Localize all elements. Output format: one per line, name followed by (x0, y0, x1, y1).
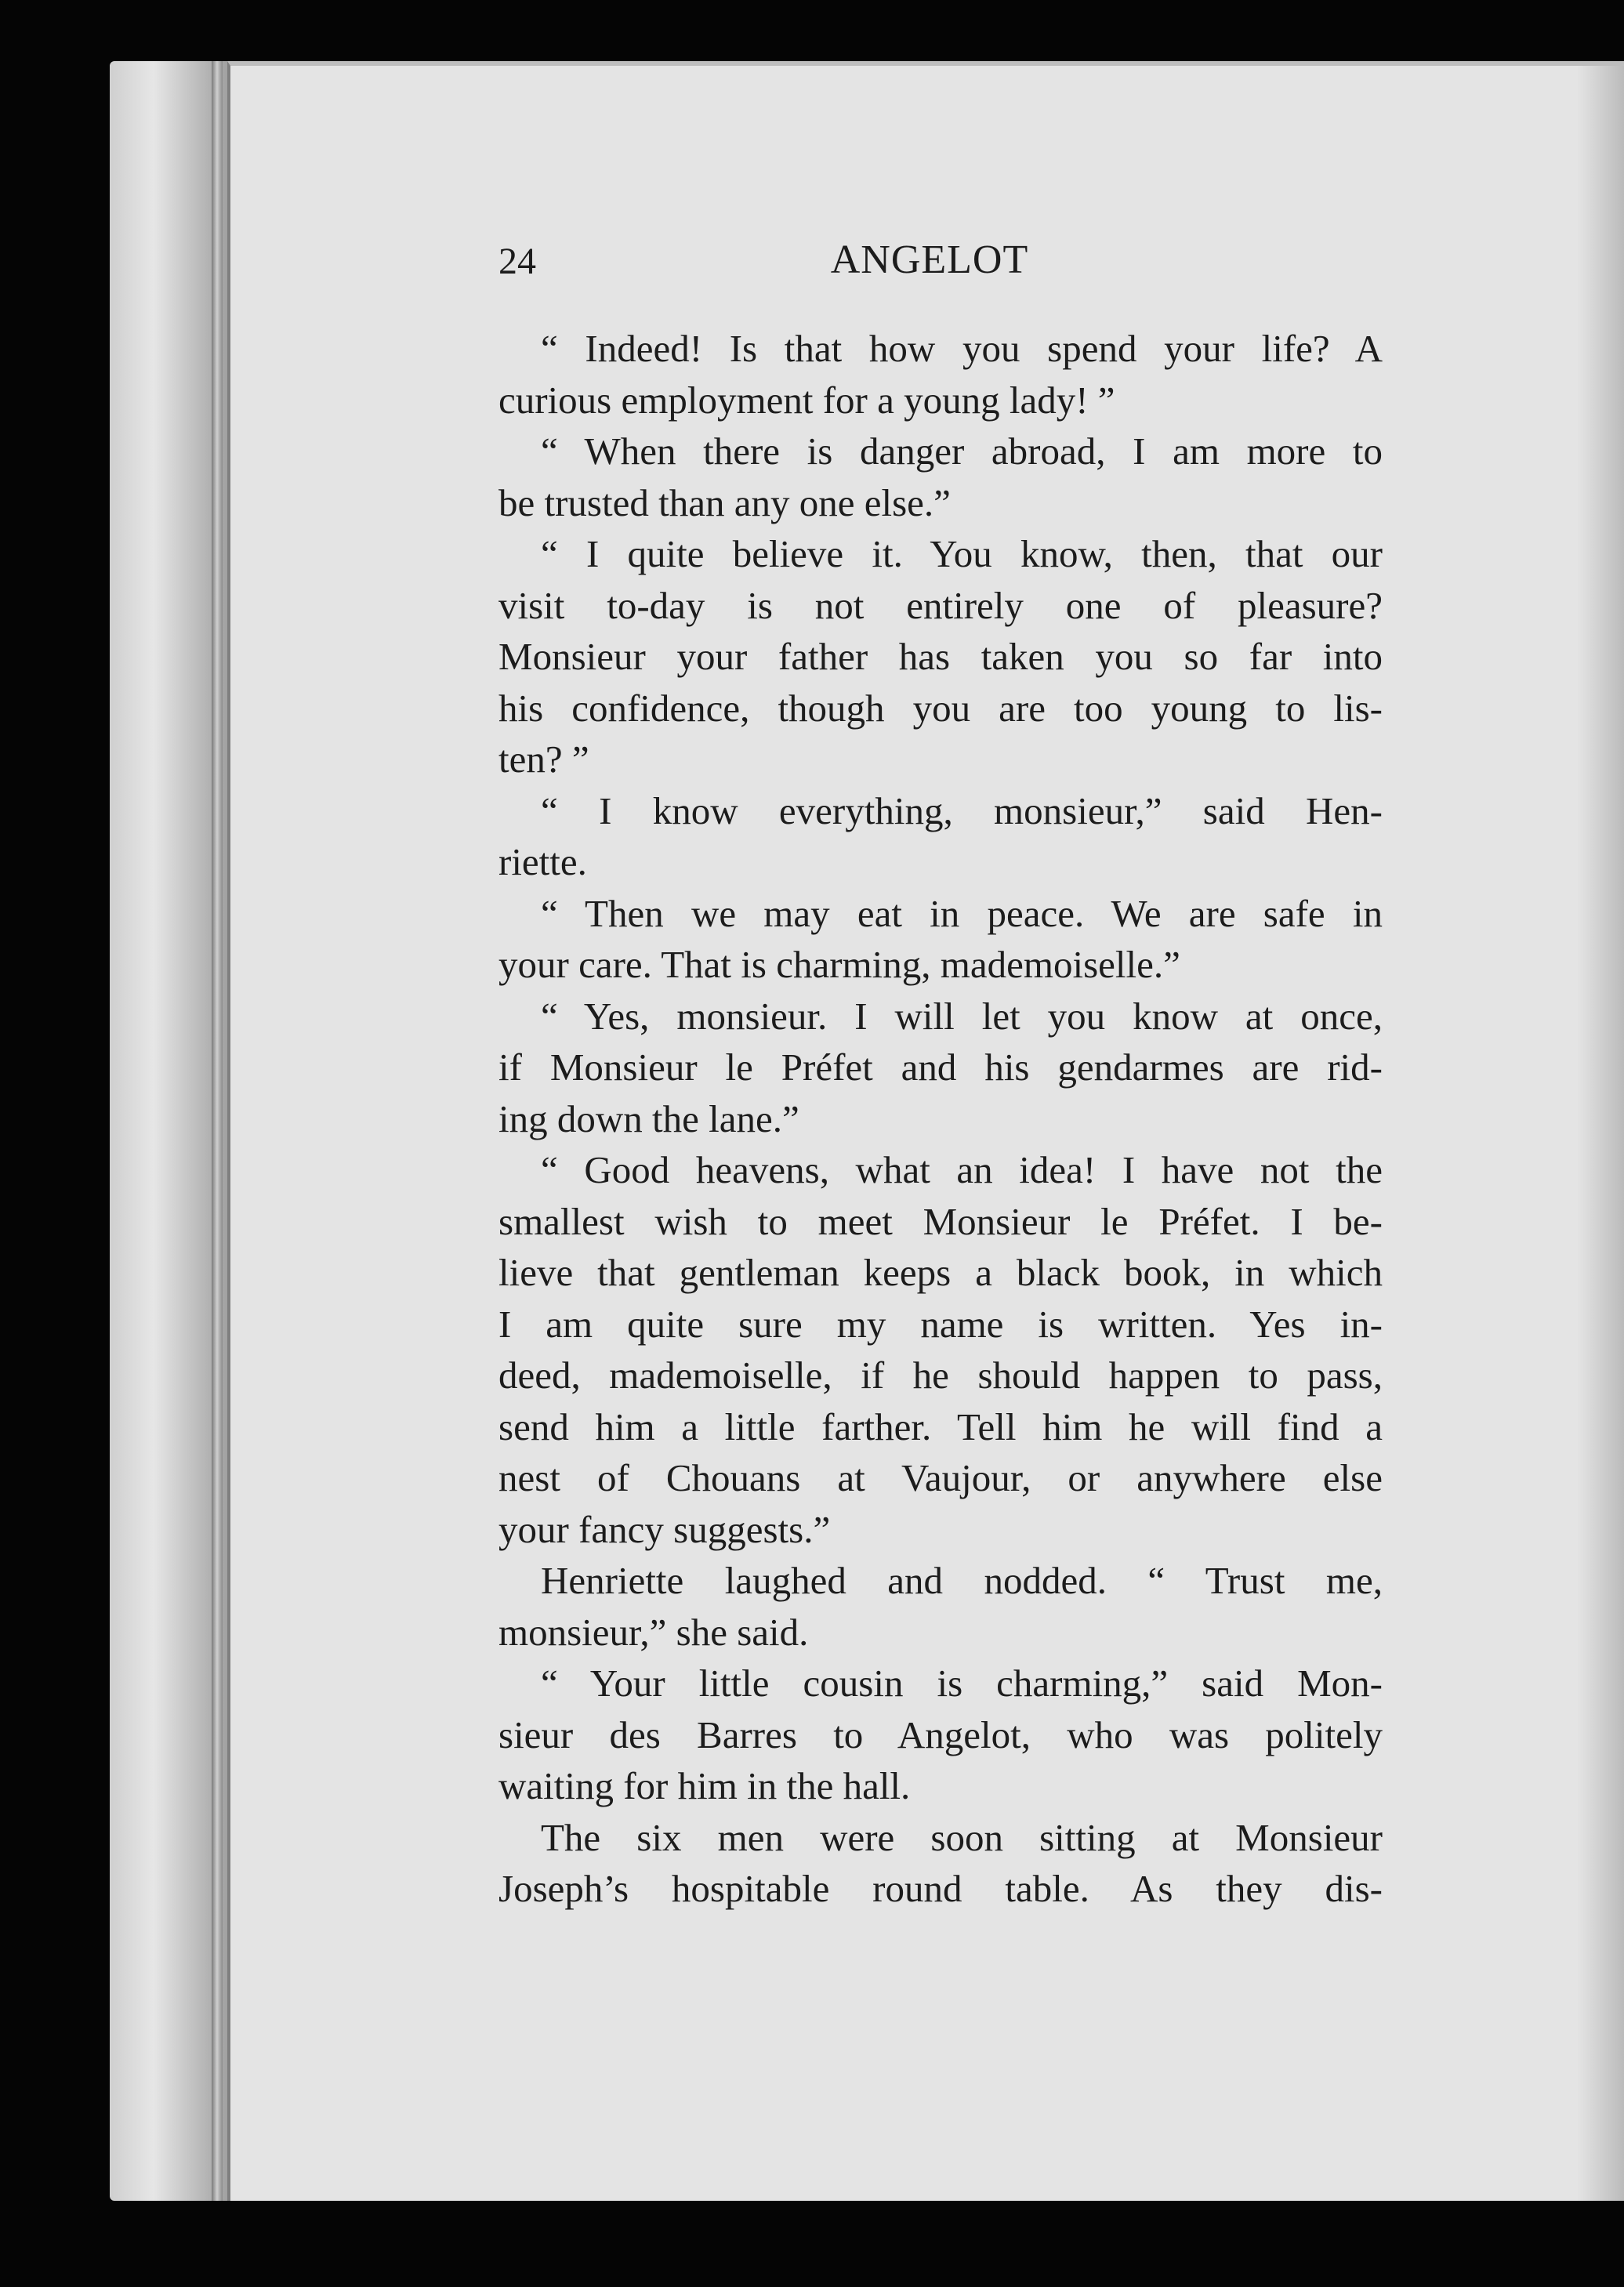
text-line: “ Yes, monsieur. I will let you know at once, (541, 994, 1383, 1038)
text-line: “ Good heavens, what an idea! I have not the (541, 1148, 1383, 1191)
text-line: deed, mademoiselle, if he should happen to pass, (498, 1354, 1383, 1397)
text-line: I am quite sure my name is written. Yes in- (498, 1302, 1383, 1346)
text-line: Joseph’s hospitable round table. As they dis- (498, 1867, 1383, 1910)
page-header (498, 237, 1361, 284)
text-line: “ When there is danger abroad, I am more to (541, 429, 1383, 473)
text-line: smallest wish to meet Monsieur le Préfet. I be- (498, 1199, 1383, 1243)
body-text (498, 323, 1383, 1915)
text-line: curious employment for a young lady! ” (498, 378, 1115, 422)
text-line: send him a little farther. Tell him he will find a (498, 1404, 1383, 1448)
text-line: lieve that gentleman keeps a black book, in which (498, 1251, 1383, 1294)
text-line: visit to-day is not entirely one of pleasure? (498, 583, 1383, 627)
text-line: monsieur,” she said. (498, 1610, 809, 1654)
page-shadow (1577, 66, 1624, 2201)
running-title: ANGELOT (830, 237, 1029, 282)
text-line: “ I know everything, monsieur,” said Hen- (541, 788, 1383, 832)
text-line: your fancy suggests.” (498, 1507, 831, 1551)
text-line: Monsieur your father has taken you so far into (498, 635, 1383, 678)
text-line: Henriette laughed and nodded. “ Trust me, (541, 1559, 1383, 1602)
text-line: “ I quite believe it. You know, then, that our (541, 532, 1383, 575)
text-line: “ Then we may eat in peace. We are safe in (541, 891, 1383, 935)
text-line: ten? ” (498, 738, 589, 781)
text-line: The six men were soon sitting at Monsieur (541, 1815, 1383, 1859)
text-line: ing down the lane.” (498, 1096, 799, 1140)
text-line: riette. (498, 840, 587, 883)
text-line: if Monsieur le Préfet and his gendarmes are rid- (498, 1046, 1383, 1089)
text-line: waiting for him in the hall. (498, 1764, 911, 1807)
page-number: 24 (498, 241, 536, 282)
text-line: his confidence, though you are too young to lis- (498, 686, 1383, 730)
text-line: your care. That is charming, mademoiselle.” (498, 943, 1180, 986)
text-line: be trusted than any one else.” (498, 480, 951, 524)
text-line: nest of Chouans at Vaujour, or anywhere else (498, 1456, 1383, 1499)
book-edge (110, 61, 235, 2201)
book-gutter (212, 61, 223, 2201)
text-line: “ Indeed! Is that how you spend your life? A (541, 327, 1383, 370)
text-line: “ Your little cousin is charming,” said Mon- (541, 1662, 1383, 1705)
text-line: sieur des Barres to Angelot, who was politely (498, 1713, 1383, 1756)
